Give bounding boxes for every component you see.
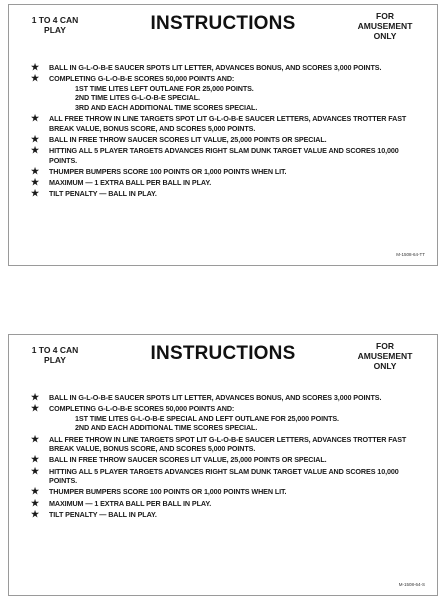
rule-item <box>31 114 423 133</box>
rule-text: ALL FREE THROW IN LINE TARGETS SPOT LIT G-L-O-B-E SAUCER LETTERS, ADVANCES TROTTER FAST BREAK VALUE, BONUS SCORE, AND SCORES 5,000 POINTS. <box>49 114 407 133</box>
rule-text: THUMPER BUMPERS SCORE 100 POINTS OR 1,000 POINTS WHEN LIT. <box>49 166 287 176</box>
star-icon: ★ <box>31 165 39 176</box>
star-icon: ★ <box>31 177 39 188</box>
rule-subitem: 1ST TIME LITES G-L-O-B-E SPECIAL AND LEFT OUTLANE FOR 25,000 POINTS. <box>75 413 339 423</box>
instruction-card-2 <box>8 334 438 596</box>
rule-text: MAXIMUM — 1 EXTRA BALL PER BALL IN PLAY. <box>49 498 212 508</box>
rule-item <box>31 404 423 433</box>
rule-item <box>31 510 423 520</box>
rule-item <box>31 167 423 177</box>
rule-text: COMPLETING G-L-O-B-E SCORES 50,000 POINTS AND: <box>49 74 235 84</box>
star-icon: ★ <box>31 73 39 84</box>
rule-text: BALL IN G-L-O-B-E SAUCER SPOTS LIT LETTER, ADVANCES BONUS, AND SCORES 3,000 POINTS. <box>49 63 382 72</box>
rule-item <box>31 435 423 454</box>
star-icon: ★ <box>31 497 39 508</box>
rule-text: BALL IN FREE THROW SAUCER SCORES LIT VALUE, 25,000 POINTS OR SPECIAL. <box>49 134 327 144</box>
star-icon: ★ <box>31 433 39 444</box>
star-icon: ★ <box>31 62 39 72</box>
rule-text: MAXIMUM — 1 EXTRA BALL PER BALL IN PLAY. <box>49 178 212 188</box>
rule-item <box>31 189 423 199</box>
rule-item <box>31 178 423 188</box>
rule-text: TILT PENALTY — BALL IN PLAY. <box>49 509 157 519</box>
rule-text: TILT PENALTY — BALL IN PLAY. <box>49 189 157 199</box>
card-code: M-1508-64-S <box>398 582 425 587</box>
rule-subitem: 2ND AND EACH ADDITIONAL TIME SCORES SPECIAL. <box>75 423 258 433</box>
rule-text: COMPLETING G-L-O-B-E SCORES 50,000 POINTS AND: <box>49 404 235 414</box>
star-icon: ★ <box>31 188 39 199</box>
rule-item <box>31 135 423 145</box>
star-icon: ★ <box>31 508 39 519</box>
star-icon: ★ <box>31 403 39 414</box>
rules-list <box>31 393 423 521</box>
rule-item <box>31 467 423 486</box>
amusement-label: FOR AMUSEMENT ONLY <box>357 341 413 371</box>
rule-text: THUMPER BUMPERS SCORE 100 POINTS OR 1,000 POINTS WHEN LIT. <box>49 487 287 497</box>
rule-item <box>31 487 423 497</box>
rule-item <box>31 146 423 165</box>
rule-text: HITTING ALL 5 PLAYER TARGETS ADVANCES RIGHT SLAM DUNK TARGET VALUE AND SCORES 10,000 POINTS. <box>49 466 399 486</box>
rule-text: BALL IN FREE THROW SAUCER SCORES LIT VALUE, 25,000 POINTS OR SPECIAL. <box>49 455 327 465</box>
star-icon: ★ <box>31 133 39 144</box>
card-code: M-1508-64-TT <box>396 252 425 257</box>
rule-subitem: 1ST TIME LITES LEFT OUTLANE FOR 25,000 POINTS. <box>75 83 254 93</box>
star-icon: ★ <box>31 465 39 476</box>
players-label: 1 TO 4 CAN PLAY <box>31 15 79 35</box>
rule-text: ALL FREE THROW IN LINE TARGETS SPOT LIT G-L-O-B-E SAUCER LETTERS, ADVANCES TROTTER FAST BREAK VALUE, BONUS SCORE, AND SCORES 5,000 POINTS. <box>49 434 407 454</box>
star-icon: ★ <box>31 113 39 124</box>
instruction-card-1 <box>8 4 438 266</box>
rule-subitem: 3RD AND EACH ADDITIONAL TIME SCORES SPECIAL. <box>75 102 258 112</box>
star-icon: ★ <box>31 486 39 497</box>
rule-item <box>31 74 423 112</box>
card-title: INSTRUCTIONS <box>150 13 296 34</box>
rule-item <box>31 63 423 73</box>
players-label: 1 TO 4 CAN PLAY <box>31 345 79 365</box>
rules-list <box>31 63 423 200</box>
rule-text: BALL IN G-L-O-B-E SAUCER SPOTS LIT LETTER, ADVANCES BONUS, AND SCORES 3,000 POINTS. <box>49 393 382 402</box>
rule-subitem: 2ND TIME LITES G-L-O-B-E SPECIAL. <box>75 93 200 103</box>
rule-item <box>31 455 423 465</box>
star-icon: ★ <box>31 145 39 156</box>
rule-item <box>31 499 423 509</box>
star-icon: ★ <box>31 392 39 402</box>
rule-text: HITTING ALL 5 PLAYER TARGETS ADVANCES RIGHT SLAM DUNK TARGET VALUE AND SCORES 10,000 POINTS. <box>49 146 399 165</box>
star-icon: ★ <box>31 454 39 465</box>
rule-item <box>31 393 423 403</box>
card-title: INSTRUCTIONS <box>150 343 296 364</box>
amusement-label: FOR AMUSEMENT ONLY <box>357 11 413 41</box>
